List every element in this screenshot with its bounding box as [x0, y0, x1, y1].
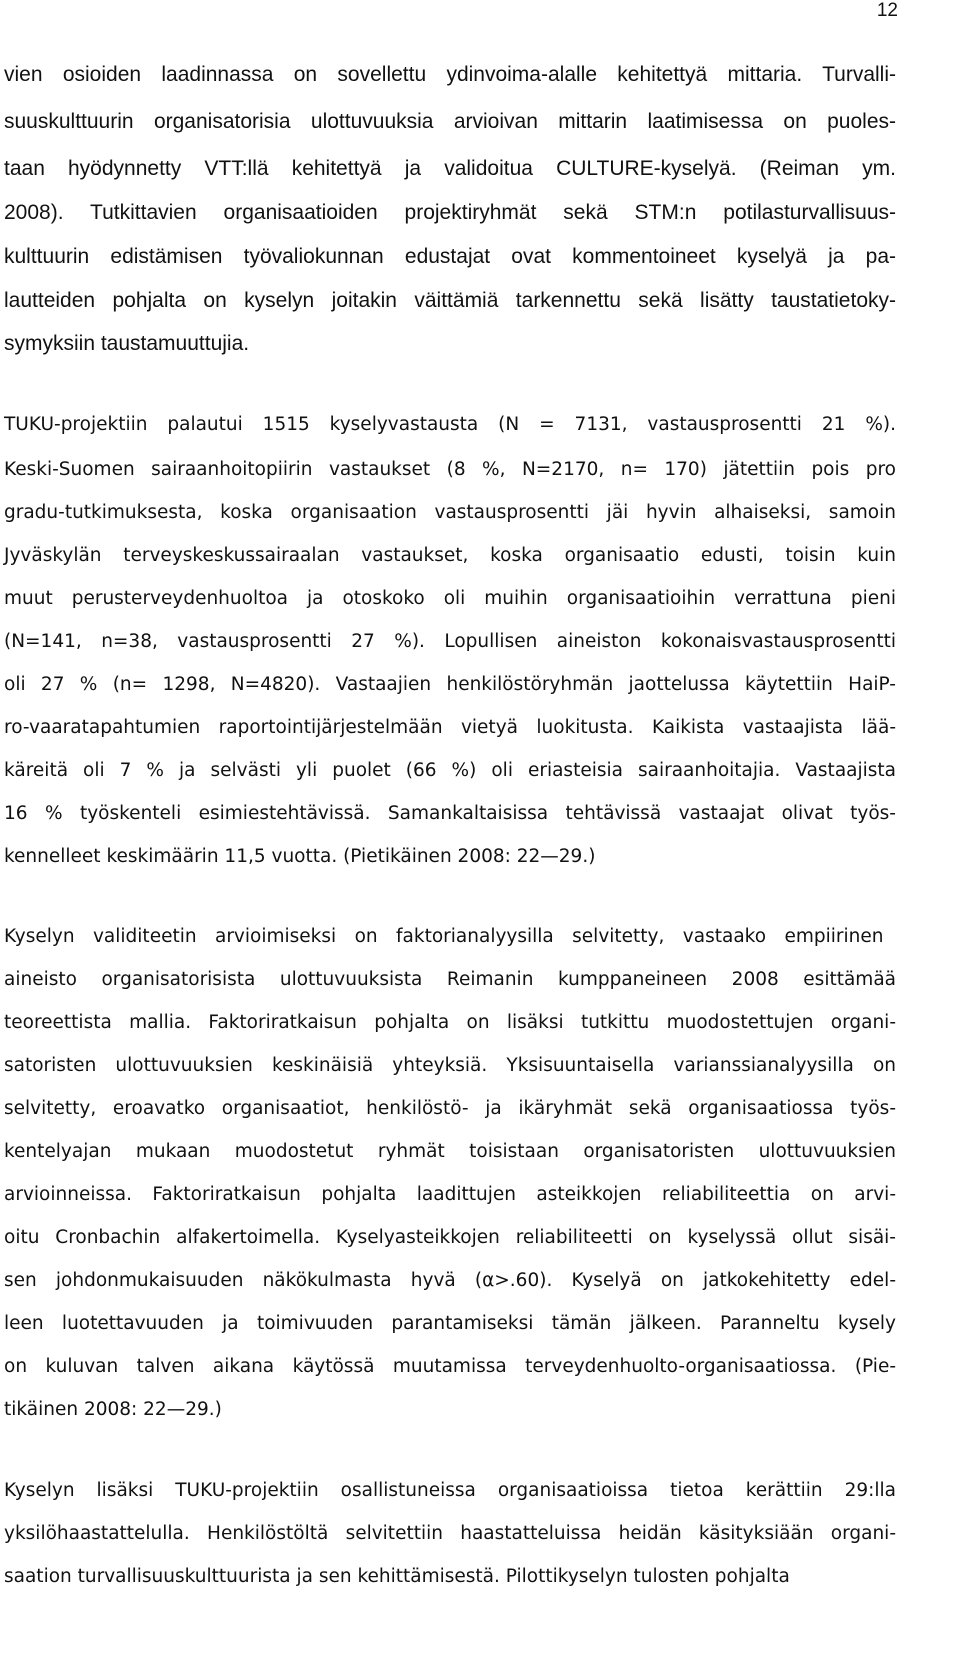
text-line: Kyselyn validiteetin arvioimiseksi on faktorianalyysilla selvitetty, vastaako empiirinen: [4, 926, 884, 947]
text-line: oli 27 % (n= 1298, N=4820). Vastaajien henkilöstöryhmän jaottelussa käytettiin HaiP-: [4, 674, 896, 695]
text-line: satoristen ulottuvuuksien keskinäisiä yhteyksiä. Yksisuuntaisella varianssianalyysilla on: [4, 1055, 896, 1076]
text-line: aineisto organisatorisista ulottuvuuksista Reimanin kumppaneineen 2008 esittämää: [4, 969, 896, 990]
text-line: tikäinen 2008: 22—29.): [4, 1399, 222, 1420]
text-line: gradu-tutkimuksesta, koska organisaation vastausprosentti jäi hyvin alhaiseksi, samoin: [4, 502, 896, 523]
text-line: taan hyödynnetty VTT:llä kehitettyä ja validoitua CULTURE-kyselyä. (Reiman ym.: [4, 157, 896, 180]
text-line: muut perusterveydenhuoltoa ja otoskoko oli muihin organisaatioihin verrattuna pieni: [4, 588, 896, 609]
text-line: lautteiden pohjalta on kyselyn joitakin väittämiä tarkennettu sekä lisätty taustatietoky-: [4, 289, 896, 312]
text-line: 2008). Tutkittavien organisaatioiden projektiryhmät sekä STM:n potilasturvallisuus-: [4, 201, 896, 224]
text-line: käreitä oli 7 % ja selvästi yli puolet (66 %) oli eriasteisia sairaanhoitajia. Vastaajista: [4, 760, 896, 781]
text-line: symyksiin taustamuuttujia.: [4, 332, 250, 355]
text-line: TUKU-projektiin palautui 1515 kyselyvastausta (N = 7131, vastausprosentti 21 %).: [4, 414, 896, 435]
text-line: sen johdonmukaisuuden näkökulmasta hyvä (α>.60). Kyselyä on jatkokehitetty edel-: [4, 1270, 896, 1291]
text-line: teoreettista mallia. Faktoriratkaisun pohjalta on lisäksi tutkittu muodostettujen organi-: [4, 1012, 896, 1033]
text-line: yksilöhaastattelulla. Henkilöstöltä selvitettiin haastatteluissa heidän käsityksiään organi-: [4, 1523, 896, 1544]
text-line: ro-vaaratapahtumien raportointijärjestelmään vietyä luokitusta. Kaikista vastaajista lää-: [4, 717, 896, 738]
text-line: Keski-Suomen sairaanhoitopiirin vastaukset (8 %, N=2170, n= 170) jätettiin pois pro: [4, 459, 896, 480]
text-line: (N=141, n=38, vastausprosentti 27 %). Lopullisen aineiston kokonaisvastausprosentti: [4, 631, 896, 652]
text-line: kulttuurin edistämisen työvaliokunnan edustajat ovat kommentoineet kyselyä ja pa-: [4, 245, 896, 268]
text-line: Kyselyn lisäksi TUKU-projektiin osallistuneissa organisaatioissa tietoa kerättiin 29:lla: [4, 1480, 896, 1501]
text-line: arvioinneissa. Faktoriratkaisun pohjalta laadittujen asteikkojen reliabiliteettia on arvi-: [4, 1184, 896, 1205]
text-line: kennelleet keskimäärin 11,5 vuotta. (Pietikäinen 2008: 22—29.): [4, 846, 596, 867]
text-line: oitu Cronbachin alfakertoimella. Kyselyasteikkojen reliabiliteetti on kyselyssä ollut sisäi-: [4, 1227, 896, 1248]
text-line: suuskulttuurin organisatorisia ulottuvuuksia arvioivan mittarin laatimisessa on puoles-: [4, 110, 896, 133]
text-line: kentelyajan mukaan muodostetut ryhmät toisistaan organisatoristen ulottuvuuksien: [4, 1141, 896, 1162]
text-line: 16 % työskenteli esimiestehtävissä. Samankaltaisissa tehtävissä vastaajat olivat työs-: [4, 803, 896, 824]
page-number: 12: [876, 0, 898, 21]
text-line: on kuluvan talven aikana käytössä muutamissa terveydenhuolto-organisaatiossa. (Pie-: [4, 1356, 896, 1377]
text-line: saation turvallisuuskulttuurista ja sen kehittämisestä. Pilottikyselyn tulosten pohjalta: [4, 1566, 790, 1587]
text-line: vien osioiden laadinnassa on sovellettu ydinvoima-alalle kehitettyä mittaria. Turvalli-: [4, 63, 896, 86]
text-line: Jyväskylän terveyskeskussairaalan vastaukset, koska organisaatio edusti, toisin kuin: [4, 545, 896, 566]
text-line: selvitetty, eroavatko organisaatiot, henkilöstö- ja ikäryhmät sekä organisaatiossa työs-: [4, 1098, 896, 1119]
text-line: leen luotettavuuden ja toimivuuden parantamiseksi tämän jälkeen. Paranneltu kysely: [4, 1313, 896, 1334]
